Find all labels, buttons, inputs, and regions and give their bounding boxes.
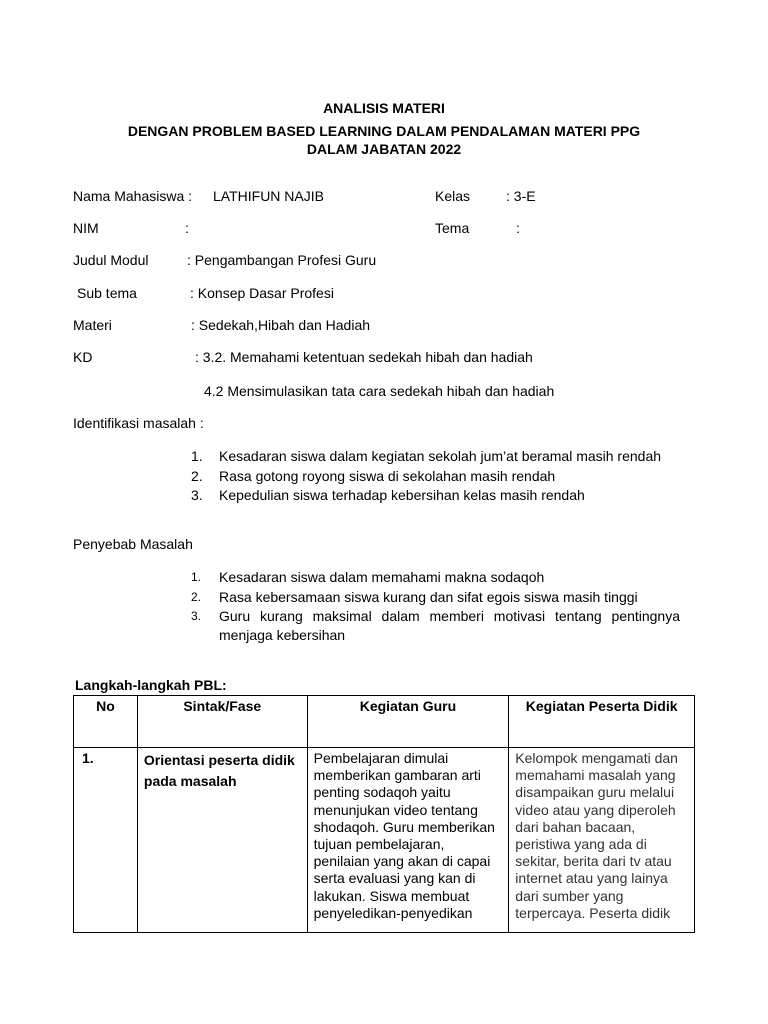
materi-label: Materi: [73, 317, 112, 333]
penyebab-label: Penyebab Masalah: [73, 536, 193, 552]
list-item: [191, 467, 680, 486]
list-text: Kesadaran siswa dalam memahami makna sodaqoh: [219, 569, 545, 585]
penyebab-list: [191, 568, 680, 644]
document-subtitle-2: DALAM JABATAN 2022: [306, 141, 462, 157]
document-title: ANALISIS MATERI: [323, 100, 445, 116]
list-item: [191, 447, 680, 466]
list-text: Kesadaran siswa dalam kegiatan sekolah jum’at beramal masih rendah: [219, 448, 662, 464]
kd-label: KD: [73, 349, 93, 365]
kd-value-2: 4.2 Mensimulasikan tata cara sedekah hibah dan hadiah: [204, 383, 555, 399]
identifikasi-list: [191, 447, 680, 505]
tema-label: Tema: [435, 220, 470, 236]
identifikasi-label: Identifikasi masalah :: [73, 415, 204, 431]
list-text: Guru kurang maksimal dalam memberi motivasi tentang pentingnya menjaga kebersihan: [219, 608, 680, 643]
list-item: [191, 486, 680, 505]
judul-value: : Pengambangan Profesi Guru: [187, 252, 377, 268]
nim-colon: :: [185, 220, 189, 236]
list-number: 1.: [191, 448, 203, 464]
kelas-value: : 3-E: [506, 188, 536, 204]
tema-colon: :: [516, 220, 520, 236]
kelas-label: Kelas: [435, 188, 471, 204]
list-number: 2.: [191, 467, 203, 484]
table-row: [74, 748, 695, 933]
list-text: Rasa kebersamaan siswa kurang dan sifat egois siswa masih tinggi: [219, 588, 638, 605]
pbl-table: [73, 695, 695, 933]
materi-value: : Sedekah,Hibah dan Hadiah: [191, 317, 371, 333]
subtema-label: Sub tema: [77, 285, 137, 301]
header-no: No: [74, 696, 138, 748]
cell-fase: Orientasi peserta didik pada masalah: [137, 748, 307, 933]
kd-value-1: : 3.2. Memahami ketentuan sedekah hibah dan hadiah: [195, 349, 533, 365]
cell-kegiatan-guru: Pembelajaran dimulai memberikan gambaran arti penting sodaqoh yaitu menunjukan video tentang shodaqoh. Guru memberikan tujuan pembelajaran, penilaian yang akan di capai serta evaluasi yang kan di lakukan. Siswa membuat penyeledikan-penyedikan: [307, 748, 509, 933]
subtema-value: : Konsep Dasar Profesi: [190, 285, 334, 301]
cell-kegiatan-peserta: Kelompok mengamati dan memahami masalah yang disampaikan guru melalui video atau yang diperoleh dari bahan bacaan, peristiwa yang ada di sekitar, berita dari tv atau internet atau yang lainya dari sumber yang terpercaya. Peserta didik: [509, 748, 695, 933]
nama-value: LATHIFUN NAJIB: [213, 188, 324, 204]
list-text: Kepedulian siswa terhadap kebersihan kelas masih rendah: [219, 487, 585, 503]
nim-label: NIM: [73, 220, 99, 236]
nama-label: Nama Mahasiswa :: [73, 188, 193, 204]
header-sintak: Sintak/Fase: [137, 696, 307, 748]
list-number: 3.: [191, 487, 203, 503]
list-text: Rasa gotong royong siswa di sekolahan masih rendah: [219, 467, 556, 484]
list-item: [191, 607, 680, 644]
judul-label: Judul Modul: [73, 252, 149, 268]
list-item: [191, 568, 680, 587]
cell-no: 1.: [74, 748, 138, 933]
header-kegiatan-guru: Kegiatan Guru: [307, 696, 509, 748]
document-subtitle: DENGAN PROBLEM BASED LEARNING DALAM PENDALAMAN MATERI PPG: [127, 123, 641, 139]
list-number: 2.: [191, 589, 202, 604]
header-kegiatan-peserta: Kegiatan Peserta Didik: [509, 696, 695, 748]
table-header-row: [74, 696, 695, 748]
list-item: [191, 588, 680, 607]
list-number: 1.: [191, 570, 202, 584]
list-number: 3.: [191, 609, 202, 623]
pbl-label: Langkah-langkah PBL:: [75, 677, 227, 693]
